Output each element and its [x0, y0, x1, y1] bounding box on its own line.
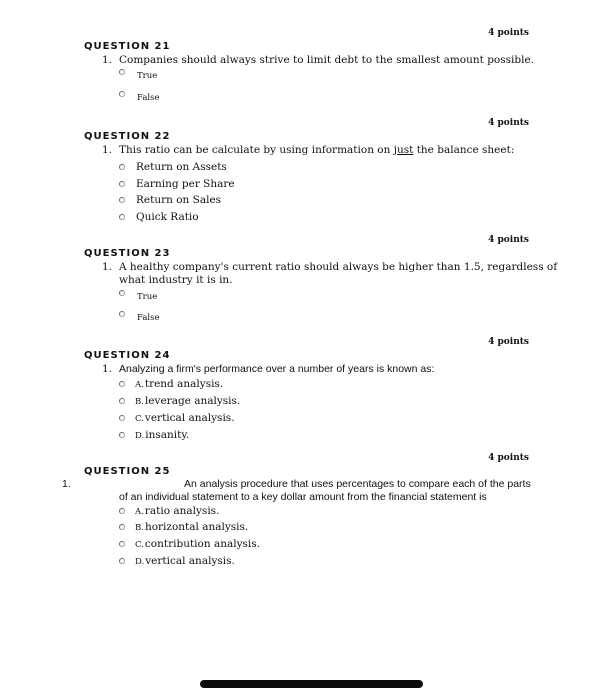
answer-option[interactable] — [119, 378, 223, 390]
item-number: 1. — [62, 478, 71, 490]
radio-button[interactable] — [119, 91, 125, 97]
answer-option[interactable] — [119, 521, 248, 533]
stem-emphasis: just — [393, 144, 414, 156]
radio-button[interactable] — [119, 381, 125, 387]
question-stem: An analysis procedure that uses percentages to compare each of the parts — [184, 478, 531, 490]
item-number: 1. — [102, 54, 113, 66]
answer-option[interactable] — [119, 412, 235, 424]
option-label: vertical analysis. — [145, 555, 235, 567]
radio-button[interactable] — [119, 164, 125, 170]
answer-option[interactable] — [119, 538, 260, 550]
option-label: contribution analysis. — [144, 538, 260, 550]
stem-text-after: the balance sheet: — [413, 144, 515, 156]
question-title: QUESTION 21 — [84, 41, 171, 52]
option-label: True — [137, 292, 158, 302]
radio-button[interactable] — [119, 398, 125, 404]
radio-button[interactable] — [119, 432, 125, 438]
question-title: QUESTION 24 — [84, 350, 171, 361]
radio-button[interactable] — [119, 415, 125, 421]
option-label: True — [137, 71, 158, 81]
answer-option[interactable] — [119, 161, 227, 173]
option-label: leverage analysis. — [144, 395, 241, 407]
stem-text: Analyzing a firm's performance over a number of years is known as: — [119, 363, 435, 375]
item-number: 1. — [102, 261, 113, 273]
radio-button[interactable] — [119, 197, 125, 203]
question-stem-continued: of an individual statement to a key dollar amount from the financial statement is — [119, 491, 487, 503]
radio-button[interactable] — [119, 541, 125, 547]
question-stem — [102, 261, 557, 274]
answer-option[interactable] — [119, 555, 235, 567]
points-label: 4 points — [488, 235, 529, 245]
item-number: 1. — [102, 144, 113, 156]
radio-button[interactable] — [119, 69, 125, 75]
question-title: QUESTION 23 — [84, 248, 171, 259]
points-label: 4 points — [488, 28, 529, 38]
option-letter: D. — [135, 431, 145, 441]
radio-button[interactable] — [119, 181, 125, 187]
option-label: horizontal analysis. — [144, 521, 249, 533]
option-label: Return on Sales — [136, 194, 222, 206]
option-label: trend analysis. — [144, 378, 224, 390]
option-letter: D. — [135, 557, 145, 567]
option-letter: C. — [135, 540, 144, 550]
question-title: QUESTION 25 — [84, 466, 171, 477]
radio-button[interactable] — [119, 524, 125, 530]
question-stem — [102, 144, 514, 157]
option-label: Earning per Share — [136, 178, 235, 190]
answer-option[interactable] — [119, 178, 235, 190]
answer-option[interactable] — [119, 292, 157, 302]
radio-button[interactable] — [119, 508, 125, 514]
radio-button[interactable] — [119, 558, 125, 564]
option-letter: A. — [135, 507, 144, 517]
option-label: vertical analysis. — [144, 412, 235, 424]
answer-option[interactable] — [119, 313, 160, 323]
radio-button[interactable] — [119, 311, 125, 317]
answer-option[interactable] — [119, 395, 240, 407]
answer-option[interactable] — [119, 505, 219, 517]
option-label: Quick Ratio — [136, 211, 199, 223]
option-label: False — [137, 313, 160, 323]
radio-button[interactable] — [119, 290, 125, 296]
option-letter: C. — [135, 414, 144, 424]
stem-text: A healthy company's current ratio should always be higher than 1.5, regardless of — [119, 261, 558, 273]
points-label: 4 points — [488, 118, 529, 128]
item-number: 1. — [102, 363, 113, 375]
answer-option[interactable] — [119, 71, 157, 81]
points-label: 4 points — [488, 453, 529, 463]
question-stem — [102, 54, 534, 67]
question-stem-continued: what industry it is in. — [119, 274, 233, 286]
radio-button[interactable] — [119, 214, 125, 220]
option-letter: A. — [135, 380, 144, 390]
option-label: Return on Assets — [136, 161, 227, 173]
answer-option[interactable] — [119, 429, 189, 441]
points-label: 4 points — [488, 337, 529, 347]
home-indicator[interactable] — [200, 680, 423, 688]
option-label: insanity. — [145, 429, 190, 441]
answer-option[interactable] — [119, 93, 160, 103]
stem-text-before: This ratio can be calculate by using information on — [119, 144, 394, 156]
answer-option[interactable] — [119, 194, 221, 206]
answer-option[interactable] — [119, 211, 199, 223]
option-letter: B. — [135, 523, 144, 533]
stem-text: Companies should always strive to limit debt to the smallest amount possible. — [119, 54, 535, 66]
question-title: QUESTION 22 — [84, 131, 171, 142]
option-label: ratio analysis. — [144, 505, 220, 517]
option-label: False — [137, 93, 160, 103]
question-stem — [102, 363, 434, 376]
option-letter: B. — [135, 397, 144, 407]
